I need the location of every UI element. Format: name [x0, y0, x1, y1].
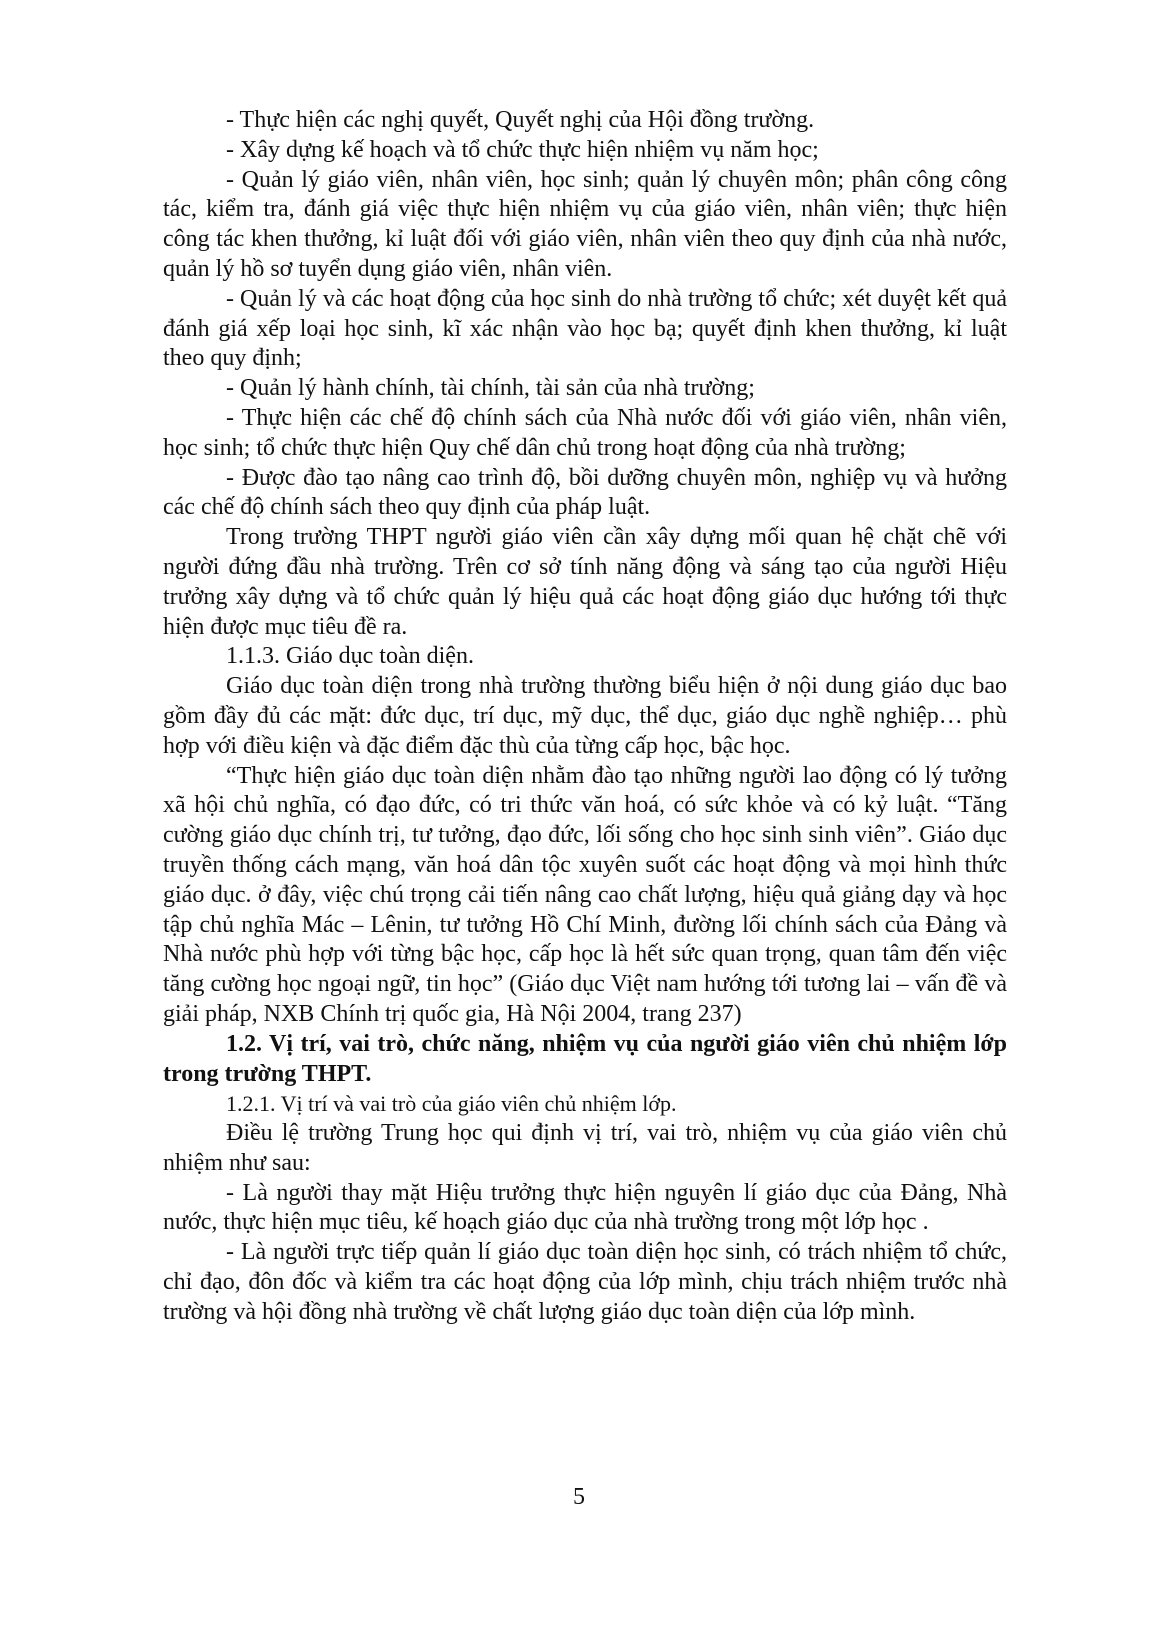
- paragraph: - Quản lý và các hoạt động của học sinh do nhà trường tổ chức; xét duyệt kết quả đánh giá xếp loại học sinh, kĩ xác nhận vào học bạ; quyết định khen thưởng, kỉ luật theo quy định;: [163, 285, 1007, 372]
- paragraph: Giáo dục toàn diện trong nhà trường thường biểu hiện ở nội dung giáo dục bao gồm đầy đủ các mặt: đức dục, trí dục, mỹ dục, thể dục, giáo dục nghề nghiệp… phù hợp với điều kiện và đặc điểm đặc thù của từng cấp học, bậc học.: [163, 673, 1007, 759]
- section-heading-1-2: 1.2. Vị trí, vai trò, chức năng, nhiệm vụ của người giáo viên chủ nhiệm lớp trong trường THPT.: [163, 1030, 1007, 1087]
- page-number: 5: [573, 1484, 585, 1510]
- section-heading-1-1-3: 1.1.3. Giáo dục toàn diện.: [226, 643, 474, 670]
- section-heading-1-2-1: 1.2.1. Vị trí và vai trò của giáo viên chủ nhiệm lớp.: [226, 1091, 677, 1117]
- paragraph: Trong trường THPT người giáo viên cần xây dựng mối quan hệ chặt chẽ với người đứng đầu nhà trường. Trên cơ sở tính năng động và sáng tạo của người Hiệu trưởng xây dựng và tổ chức quản lý hiệu quả các hoạt động giáo dục hướng tới thực hiện được mục tiêu đề ra.: [163, 524, 1007, 640]
- page-body: [163, 106, 1007, 1328]
- paragraph: - Quản lý giáo viên, nhân viên, học sinh; quản lý chuyên môn; phân công công tác, kiểm tra, đánh giá việc thực hiện nhiệm vụ của giáo viên, nhân viên; thực hiện công tác khen thưởng, kỉ luật đối với giáo viên, nhân viên theo quy định của nhà nước, quản lý hồ sơ tuyển dụng giáo viên, nhân viên.: [163, 166, 1007, 282]
- paragraph: - Là người thay mặt Hiệu trưởng thực hiện nguyên lí giáo dục của Đảng, Nhà nước, thực hiện mục tiêu, kế hoạch giáo dục của nhà trường trong một lớp học .: [163, 1179, 1007, 1236]
- paragraph: - Thực hiện các chế độ chính sách của Nhà nước đối với giáo viên, nhân viên, học sinh; tổ chức thực hiện Quy chế dân chủ trong hoạt động của nhà trường;: [163, 404, 1007, 461]
- paragraph: - Xây dựng kế hoạch và tổ chức thực hiện nhiệm vụ năm học;: [226, 136, 819, 163]
- quote-paragraph: “Thực hiện giáo dục toàn diện nhằm đào tạo những người lao động có lý tưởng xã hội chủ nghĩa, có đạo đức, có tri thức văn hoá, có sức khỏe và có kỷ luật. “Tăng cường giáo dục chính trị, tư tưởng, đạo đức, lối sống cho học sinh sinh viên”. Giáo dục truyền thống cách mạng, văn hoá dân tộc xuyên suốt các hoạt động và mọi hình thức giáo dục. ở đây, việc chú trọng cải tiến nâng cao chất lượng, hiệu quả giảng dạy và học tập chủ nghĩa Mác – Lênin, tư tưởng Hồ Chí Minh, đường lối chính sách của Đảng và Nhà nước phù hợp với từng bậc học, cấp học là hết sức quan trọng, quan tâm đến việc tăng cường học ngoại ngữ, tin học” (Giáo dục Việt nam hướng tới tương lai – vấn đề và giải pháp, NXB Chính trị quốc gia, Hà Nội 2004, trang 237): [163, 762, 1007, 1027]
- paragraph: - Được đào tạo nâng cao trình độ, bồi dưỡng chuyên môn, nghiệp vụ và hưởng các chế độ chính sách theo quy định của pháp luật.: [163, 464, 1007, 521]
- paragraph: Điều lệ trường Trung học qui định vị trí, vai trò, nhiệm vụ của giáo viên chủ nhiệm như sau:: [163, 1120, 1007, 1176]
- paragraph: - Quản lý hành chính, tài chính, tài sản của nhà trường;: [226, 375, 755, 402]
- paragraph: - Là người trực tiếp quản lí giáo dục toàn diện học sinh, có trách nhiệm tổ chức, chỉ đạo, đôn đốc và kiểm tra các hoạt động của lớp mình, chịu trách nhiệm trước nhà trường và hội đồng nhà trường về chất lượng giáo dục toàn diện của lớp mình.: [163, 1239, 1007, 1325]
- paragraph: - Thực hiện các nghị quyết, Quyết nghị của Hội đồng trường.: [226, 107, 815, 133]
